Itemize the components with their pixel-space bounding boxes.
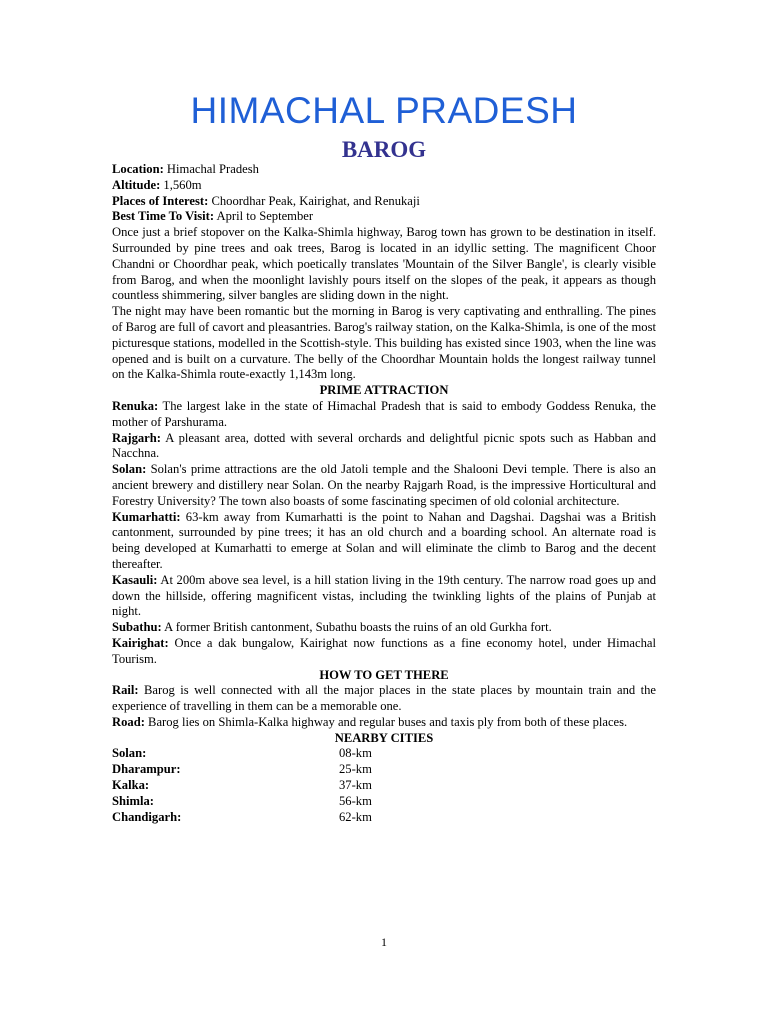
fact-label: Altitude: [112,177,161,192]
attraction-solan [112,462,656,509]
table-row [112,794,372,810]
getting-text: Barog lies on Shimla-Kalka highway and regular buses and taxis ply from both of these places. [144,714,628,729]
city-distance: 56-km [339,793,372,808]
fact-value: 1,560m [160,177,202,192]
section-heading-prime: PRIME ATTRACTION [319,383,449,398]
fact-best-time [112,209,656,225]
attraction-label: Subathu: [112,620,162,635]
attraction-text: 63-km away from Kumarhatti is the point to Nahan and Dagshai. Dagshai was a British cantonment, surrounded by pine trees; it has an old church and a boarding school. An alternate road is being developed at Kumarhatti to emerge at Solan and will eliminate the climb to Barog and the decent thereafter. [112,509,656,571]
city-distance: 08-km [339,746,372,761]
city-name: Kalka: [112,778,150,793]
attraction-label: Renuka: [112,398,159,413]
fact-label: Places of Interest: [112,193,209,208]
fact-location [112,162,656,178]
page-number: 1 [381,935,387,949]
attraction-label: Kumarhatti: [112,509,181,524]
fact-value: Choordhar Peak, Kairighat, and Renukaji [208,193,420,208]
city-name: Shimla: [112,793,154,808]
getting-rail [112,683,656,715]
attraction-kairighat [112,636,656,668]
fact-value: April to September [214,209,314,224]
fact-altitude [112,178,656,194]
getting-road [112,715,656,731]
intro-paragraph: Once just a brief stopover on the Kalka-Shimla highway, Barog town has grown to be destination in itself. Surrounded by pine trees and oak trees, Barog is located in an idyllic setting. The magnificent Choor Chandni or Choordhar peak, which poetically translates 'Mountain of the Silver Bangle', is clearly visible from Barog, and when the moonlight lavishly pours itself on the slopes of the peak, it appears as though countless shimmering, silver bangles are sliding down in the night. [112,225,656,303]
page-title: HIMACHAL PRADESH [190,90,578,131]
getting-text: Barog is well connected with all the major places in the state places by mountain train and the experience of travelling in them can be a memorable one. [112,683,656,714]
table-row [112,810,372,826]
fact-places [112,194,656,210]
attraction-rajgarh [112,431,656,463]
city-name: Chandigarh: [112,809,182,824]
fact-value: Himachal Pradesh [163,162,259,176]
city-distance: 37-km [339,778,372,793]
attraction-text: At 200m above sea level, is a hill station living in the 19th century. The narrow road goes up and down the hillside, offering magnificent vistas, including the twinkling lights of the plains of Punjab at night. [112,572,656,619]
city-name: Dharampur: [112,762,181,777]
getting-label: Rail: [112,683,139,698]
section-heading-getting: HOW TO GET THERE [319,667,449,682]
attraction-kasauli [112,573,656,620]
attraction-text: A former British cantonment, Subathu boasts the ruins of an old Gurkha fort. [161,620,552,635]
attraction-text: Solan's prime attractions are the old Jatoli temple and the Shalooni Devi temple. There is also an ancient brewery and distillery near Solan. On the nearby Rajgarh Road, is the impressive Horticultural and Forestry University? The town also boasts of some fascinating specimen of old colonial architecture. [112,462,656,508]
page-subtitle: BAROG [341,137,427,162]
attraction-text: The largest lake in the state of Himachal Pradesh that is said to embody Goddess Renuka, the mother of Parshurama. [112,398,656,429]
attraction-label: Kasauli: [112,572,158,587]
city-distance: 25-km [339,762,372,777]
city-name: Solan: [112,746,147,761]
nearby-cities-table [112,746,372,825]
attraction-text: Once a dak bungalow, Kairighat now functions as a fine economy hotel, under Himachal Tourism. [112,635,656,666]
fact-label: Location: [112,162,164,176]
intro-paragraph: The night may have been romantic but the morning in Barog is very captivating and enthralling. The pines of Barog are full of cavort and pleasantries. Barog's railway station, on the Kalka-Shimla, is one of the most picturesque stations, modelled in the Scottish-style. This building has existed since 1903, when the line was opened and is built on a curvature. The belly of the Choordhar Mountain holds the longest railway tunnel on the Kalka-Shimla route-exactly 1,143m long. [112,304,657,382]
attraction-renuka [112,399,656,431]
city-distance: 62-km [339,809,372,824]
document-body [112,162,656,825]
fact-label: Best Time To Visit: [112,209,215,224]
section-heading-cities: NEARBY CITIES [334,730,434,745]
table-row [112,762,372,778]
table-row [112,778,372,794]
attraction-label: Kairighat: [112,635,169,650]
attraction-label: Solan: [112,462,147,477]
attraction-kumarhatti [112,510,656,573]
attraction-text: A pleasant area, dotted with several orchards and delightful picnic spots such as Habban and Nacchna. [112,430,656,461]
getting-label: Road: [112,714,145,729]
attraction-label: Rajgarh: [112,430,161,445]
table-row [112,746,372,762]
attraction-subathu [112,620,656,636]
